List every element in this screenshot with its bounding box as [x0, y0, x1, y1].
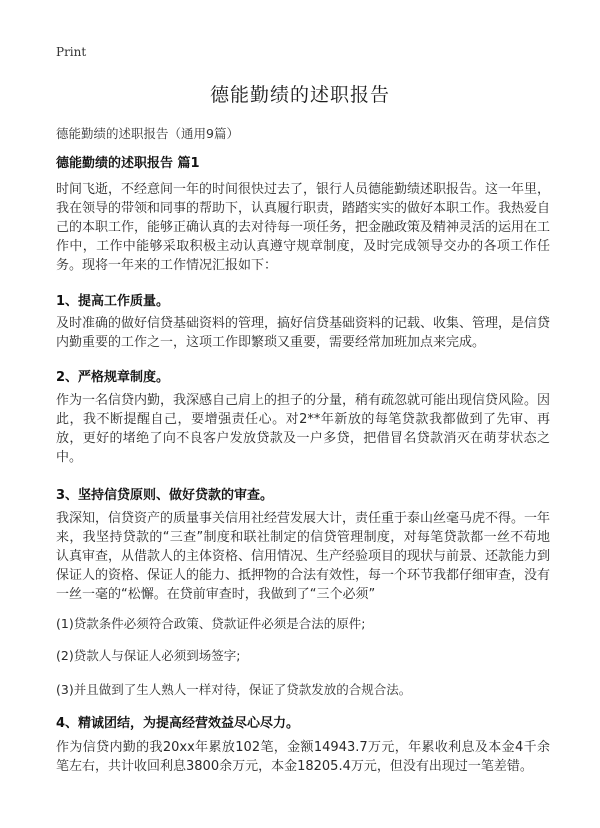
print-label: Print — [56, 45, 87, 59]
section-heading-3: 3、坚持信贷原则、做好贷款的审查。 — [56, 488, 274, 503]
section-body-4: 作为信贷内勤的我20xx年累放102笔，金额14943.7万元，年累收利息及本金4千余笔左右，共计收回利息3800余万元，本金18205.4万元，但没有出现过一笔差错。 — [56, 740, 550, 774]
section-heading-2: 2、严格规章制度。 — [56, 370, 170, 385]
list-item-2: (2)贷款人与保证人必须到场签字; — [56, 648, 241, 663]
list-item-1: (1)贷款条件必须符合政策、贷款证件必须是合法的原件; — [56, 616, 366, 631]
section-body-1: 及时准确的做好信贷基础资料的管理，搞好信贷基础资料的记载、收集、管理，是信贷内勤重要的工作之一，这项工作即繁琐又重要，需要经常加班加点来完成。 — [56, 316, 551, 350]
document-subtitle: 德能勤绩的述职报告（通用9篇） — [56, 126, 239, 141]
list-item-3: (3)并且做到了生人熟人一样对待，保证了贷款发放的合规合法。 — [56, 682, 412, 697]
section-body-2: 作为一名信贷内勤，我深感自己肩上的担子的分量，稍有疏忽就可能出现信贷风险。因此，我不断提醒自己，要增强责任心。对2**年新放的每笔贷款我都做到了先审、再放，更好的堵绝了向不良客户发放贷款及一户多贷，把借冒名贷款消灭在萌芽状态之中。 — [56, 393, 551, 465]
section-body-3: 我深知，信贷资产的质量事关信用社经营发展大计，责任重于泰山丝毫马虎不得。一年来，我坚持贷款的“三查”制度和联社制定的信贷管理制度，对每笔贷款都一丝不苟地认真审查，从借款人的主体资格、信用情况、生产经验项目的现状与前景、还款能力到保证人的资格、保证人的能力、抵押物的合法有效性，每一个环节我都仔细审查，没有一丝一毫的“松懈。在贷前审查时，我做到了“三个必须” — [56, 511, 551, 602]
section-heading-1: 1、提高工作质量。 — [56, 294, 170, 309]
part-title: 德能勤绩的述职报告 篇1 — [56, 156, 200, 171]
section-heading-4: 4、精诚团结，为提高经营效益尽心尽力。 — [56, 716, 300, 731]
intro-paragraph: 时间飞逝，不经意间一年的时间很快过去了，银行人员德能勤绩述职报告。这一年里，我在领导的带领和同事的帮助下，认真履行职责，踏踏实实的做好本职工作。我热爱自己的本职工作，能够正确认真的去对待每一项任务，把金融政策及精神灵活的运用在工作中，工作中能够采取积极主动认真遵守规章制度，及时完成领导交办的各项工作任务。现将一年来的工作情况汇报如下： — [56, 182, 551, 273]
document-title: 德能勤绩的述职报告 — [209, 84, 390, 106]
